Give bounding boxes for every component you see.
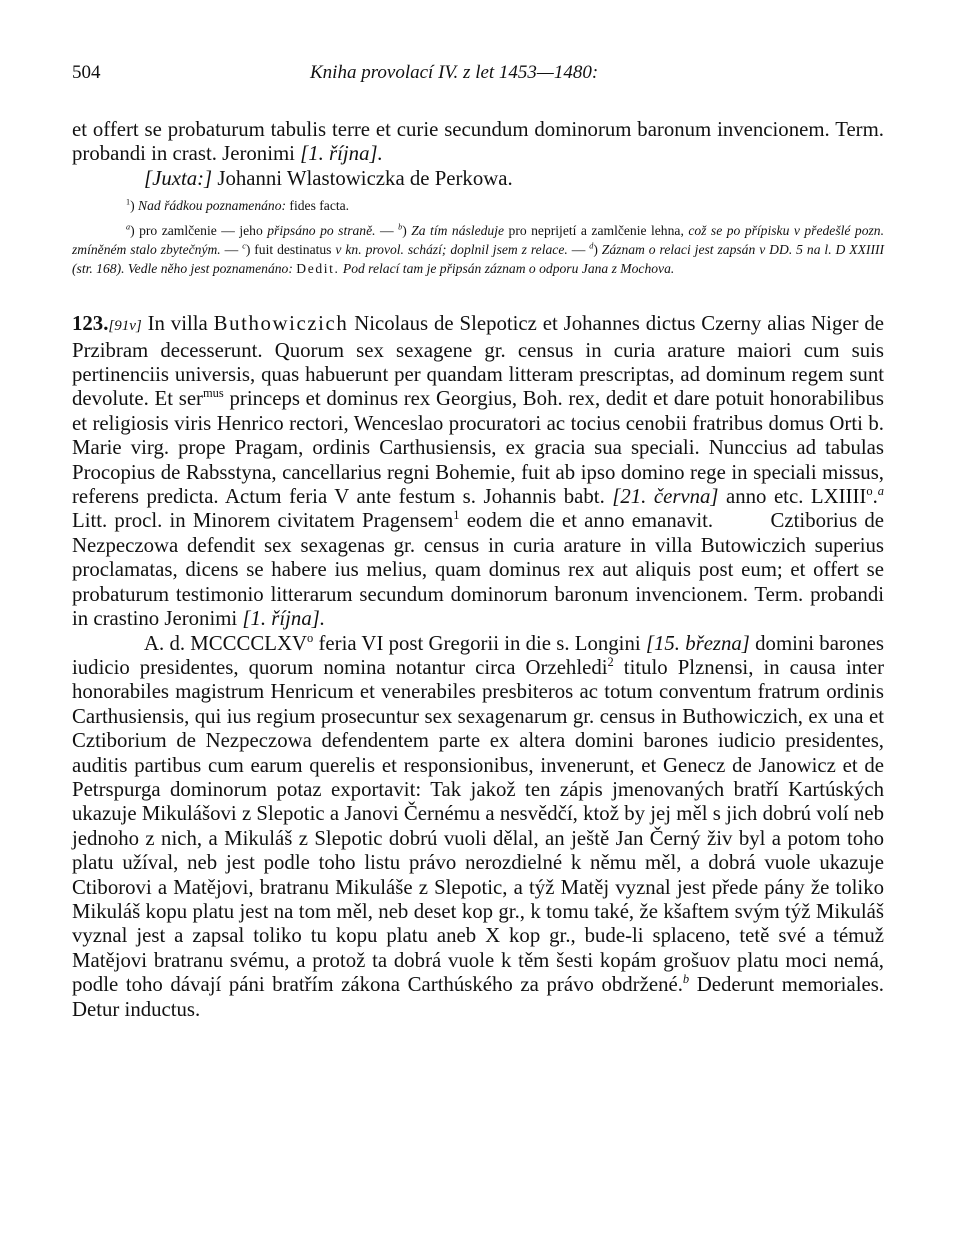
date-gloss: [15. března]	[645, 631, 750, 655]
page-header	[72, 62, 884, 88]
note-a-mark: a	[126, 222, 131, 232]
date-gloss: [1. října].	[300, 142, 383, 166]
apparatus-notes: $^a$) pro zamlčenie — jeho připsáno po straně. — $^b$) Za tím následuje pro neprijetí a zamlčenie lehna, což se po přípisku v předešlé pozn. zmíněném stalo zbytečným. — $^c$) fuit destinatus v kn. provol. schází; doplnil jsem z relace. — $^d$) Záznam o relaci jest zapsán v DD. 5 na l. D XXIIII (str. 168). Vedle něho jest poznamenáno: Dedit. Pod relací tam je připsán záznam o odporu Jana z Mochova.	[72, 222, 885, 277]
note-b-mark: b	[398, 222, 403, 232]
continuation-paragraph	[72, 118, 884, 167]
entry-paragraph-1	[72, 312, 890, 631]
note-a-text: pro zamlčenie — jeho	[134, 223, 268, 239]
entry-text: A. d. MCCCCLXV	[144, 631, 308, 655]
entry-text: feria VI post Gregorii in die s. Longini	[313, 631, 646, 655]
note-b-italic1: Za tím následuje	[411, 223, 505, 239]
date-gloss: [1. října].	[242, 607, 326, 631]
footnote-1-label: Nad řádkou poznamenáno:	[138, 198, 287, 214]
page-number: 504	[72, 62, 101, 83]
entry-number: 123.	[72, 312, 109, 336]
footnote-1: $^1$) Nad řádkou poznamenáno: fides facta.	[126, 197, 350, 214]
entry-123	[72, 312, 890, 1022]
footnote-ref: 1	[453, 508, 460, 523]
footnote-1-number: 1	[126, 197, 131, 207]
continuation-text: et offert se probaturum tabulis terre et curie secundum dominorum baronum invencionem. Term. probandi in crast. Jeronimi	[72, 118, 884, 166]
note-last-italic: Pod relací tam je připsán záznam o odporu Jana z Mochova.	[342, 261, 675, 277]
note-d-dedit: Dedit.	[296, 261, 340, 277]
entry-text: titulo Plznensi, in causa inter honorabiles magistrum Henricum et venerabiles presbiteros ac totum conventum fratrum ordinis Carthusiensis, qui ius regium prosecuntur sex sexagenarum gr. census in Buthowiczich, ex una et Cztiborium de Nezpeczowa defendentem parte ex altera domini barones iudicio presidentes, auditis partibus cum earum querelis et responsionibus, invenerunt, et Genecz de Janowicz et de Petrspurga dominorum potaz exportavit: Tak jakož ten zápis jmenovaných bratří Kartúských ukazuje Mikulášovi z Slepotic a Janovi Černému a nesvědčí, ktož by jej měl s jich dobrú volí neb jednoho z nich, a Mikuláš z Slepotic dobrú vuoli dělal, an ještě Jan Černý živ byl a potom toho platu užíval, neb jest podle toho listu právo nerozdielné k němu měl, a dobrá vuole ukazuje Ctiborovi a Matějovi, bratranu Mikuláše z Slepotic, a týž Matěj vyznal jest přede pány že toliko Mikuláš kopu platu jest na tom měl, neb deset kop gr., k tomu také, že kšaftem svým týž Mikuláš vyznal jest a zapsal toliko tu kopu platu aneb X kop gr., bude-li splaceno, tetě své a témuž Matějovi bratranu svému, a protož ta dobrá vuole k těm šesti kopám grošuov platu moci nemá, podle toho dávají páni bratřím zákona Carthúského za právo obdržené.	[72, 655, 884, 997]
note-c-italic: v kn. provol. schází; doplnil jsem z relace.	[335, 242, 568, 258]
juxta-label: [Juxta:]	[144, 166, 213, 190]
entry-text: Litt. procl. in Minorem civitatem Pragensem	[72, 509, 454, 533]
note-d-mark: d	[589, 241, 594, 251]
note-b-text: pro neprijetí a zamlčenie lehna,	[504, 223, 689, 239]
juxta-text: Johanni Wlastowiczka de Perkowa.	[212, 166, 513, 190]
running-head: Kniha provolací IV. z let 1453—1480:	[310, 62, 599, 83]
entry-text: eodem die et anno emanavit. Cztiborius de Nezpeczowa defendit sex sexagenas gr. census in curia arature in villa Butowiczich superius proclamatas, dicens se habere ius melius, quam dominus rex aut aliquis post eum; et offert se probaturum testimonio litterarum secundum dominorum baronum invencionem. Term. probandi in crastino Jeronimi	[72, 509, 890, 631]
entry-text: In villa	[141, 312, 214, 336]
entry-text: princeps et dominus rex Georgius, Boh. rex, dedit et dare potuit honorabilibus et religiosis viris Henrico rectori, Wenceslao procuratori ac tocius cenobii fratribus domus Orti b. Marie virg. prope Pragam, ordinis Carthusiensis, ex gracia sua speciali. Nunccius ad tabulas Procopius de Rabsstyna, cancellarius regni Bohemie, fuit ab ipso domino rege in speciali missus, referens predicta. Actum feria V ante festum s. Johannis babt.	[72, 387, 884, 509]
note-ref: b	[682, 972, 690, 987]
entry-text: Nicolaus de Slepoticz et Johannes dictus Czerny alias Niger de Przibram decesserunt. Quorum sex sexagene gr. census in curia arature maiori cum suis pertinenciis universis, quas habuerunt per quandam litteram prescriptas, ad dominum regem sunt devolute. Et ser	[72, 312, 885, 411]
note-c-text: fuit destinatus	[250, 242, 336, 258]
note-b-italic2: což se po přípisku v předešlé pozn. zmíněném stalo zbytečným.	[72, 223, 885, 258]
note-d-italic: Záznam o relaci jest zapsán v DD. 5 na l. D XXIIII (str. 168). Vedle něho jest poznamenáno:	[72, 242, 885, 277]
entry-text: Dederunt memoriales. Detur inductus.	[72, 973, 884, 1021]
date-gloss: [21. června]	[612, 485, 719, 509]
folio-marker: [91v]	[108, 318, 142, 335]
entry-text: domini barones iudicio presidentes, quorum nomina notantur circa Orzehledi	[72, 631, 884, 679]
footnote-1-text: fides facta.	[286, 198, 350, 214]
page	[72, 62, 890, 1022]
superscript: mus	[202, 386, 224, 401]
superscript: o	[307, 630, 314, 645]
entry-paragraph-2	[72, 632, 884, 1023]
place-name: Buthowiczich	[213, 312, 349, 336]
note-c-mark: c	[242, 241, 246, 251]
superscript: o	[866, 484, 873, 499]
juxta-line	[72, 167, 884, 191]
footnote-ref: 2	[607, 654, 614, 669]
note-ref: a	[877, 484, 884, 499]
entry-text: anno etc. LXIIII	[718, 485, 867, 509]
note-a-italic: připsáno po straně.	[267, 223, 376, 239]
entry-text: .	[872, 485, 878, 509]
